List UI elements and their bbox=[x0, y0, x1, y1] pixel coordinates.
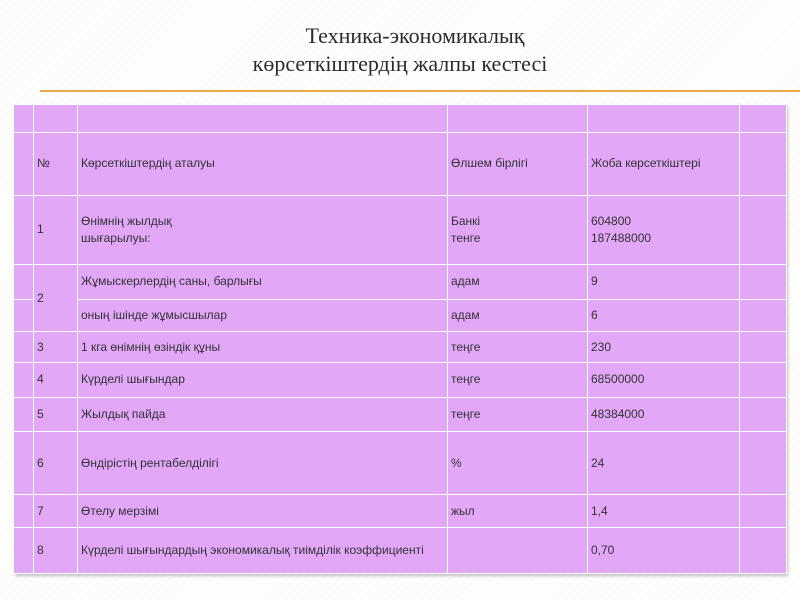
table-row bbox=[14, 195, 787, 264]
title-divider bbox=[40, 90, 800, 92]
row-num: 7 bbox=[34, 495, 78, 528]
row-value: 0,70 bbox=[588, 528, 740, 574]
table-row bbox=[14, 495, 787, 528]
row-value: 9 bbox=[588, 265, 740, 300]
row-unit: теңге bbox=[448, 397, 588, 432]
row-unit: жыл bbox=[448, 495, 588, 528]
row-name: Жұмыскерлердің саны, барлығы bbox=[78, 265, 448, 300]
indicators-table-wrapper bbox=[13, 104, 786, 574]
row-unit: адам bbox=[448, 299, 588, 332]
row-name: Күрделі шығындардың экономикалық тиімділік коэффициенті bbox=[78, 528, 448, 574]
row-name: Күрделі шығындар bbox=[78, 362, 448, 397]
row-name: Өтелу мерзімі bbox=[78, 495, 448, 528]
row-name: оның ішінде жұмысшылар bbox=[78, 299, 448, 332]
row-name: Өндірістің рентабелділігі bbox=[78, 432, 448, 495]
row-num: 3 bbox=[34, 332, 78, 363]
row-value: 604800 187488000 bbox=[588, 195, 740, 264]
table-row bbox=[14, 332, 787, 363]
row-num: 5 bbox=[34, 397, 78, 432]
header-name: Көрсеткіштердің аталуы bbox=[78, 132, 448, 195]
title-line-2: көрсеткіштердің жалпы кестесі bbox=[252, 51, 548, 76]
header-num: № bbox=[34, 132, 78, 195]
row-unit: % bbox=[448, 432, 588, 495]
row-value: 24 bbox=[588, 432, 740, 495]
row-num: 1 bbox=[34, 195, 78, 264]
row-unit bbox=[448, 528, 588, 574]
row-unit: адам bbox=[448, 265, 588, 300]
table-top-empty-row bbox=[14, 105, 787, 133]
table-row bbox=[14, 528, 787, 574]
row-unit: теңге bbox=[448, 362, 588, 397]
row-value: 48384000 bbox=[588, 397, 740, 432]
row-value: 1,4 bbox=[588, 495, 740, 528]
row-num: 4 bbox=[34, 362, 78, 397]
table-header-row bbox=[14, 132, 787, 195]
table-row bbox=[14, 397, 787, 432]
header-value: Жоба көрсеткіштері bbox=[588, 132, 740, 195]
row-name: 1 кга өнімнің өзіндік құны bbox=[78, 332, 448, 363]
title-line-1: Техника-экономикалық bbox=[305, 23, 525, 48]
table-row bbox=[14, 299, 787, 332]
row-value: 230 bbox=[588, 332, 740, 363]
row-name: Өнімнің жылдық шығарылуы: bbox=[78, 195, 448, 264]
row-num: 6 bbox=[34, 432, 78, 495]
row-unit: Банкі тенге bbox=[448, 195, 588, 264]
row-value: 68500000 bbox=[588, 362, 740, 397]
row-num: 2 bbox=[34, 265, 78, 332]
header-unit: Өлшем бірлігі bbox=[448, 132, 588, 195]
indicators-table bbox=[13, 104, 787, 574]
row-name: Жылдық пайда bbox=[78, 397, 448, 432]
row-num: 8 bbox=[34, 528, 78, 574]
slide-title bbox=[0, 22, 800, 78]
row-unit: теңге bbox=[448, 332, 588, 363]
table-row bbox=[14, 265, 787, 300]
table-row bbox=[14, 432, 787, 495]
row-value: 6 bbox=[588, 299, 740, 332]
table-row bbox=[14, 362, 787, 397]
